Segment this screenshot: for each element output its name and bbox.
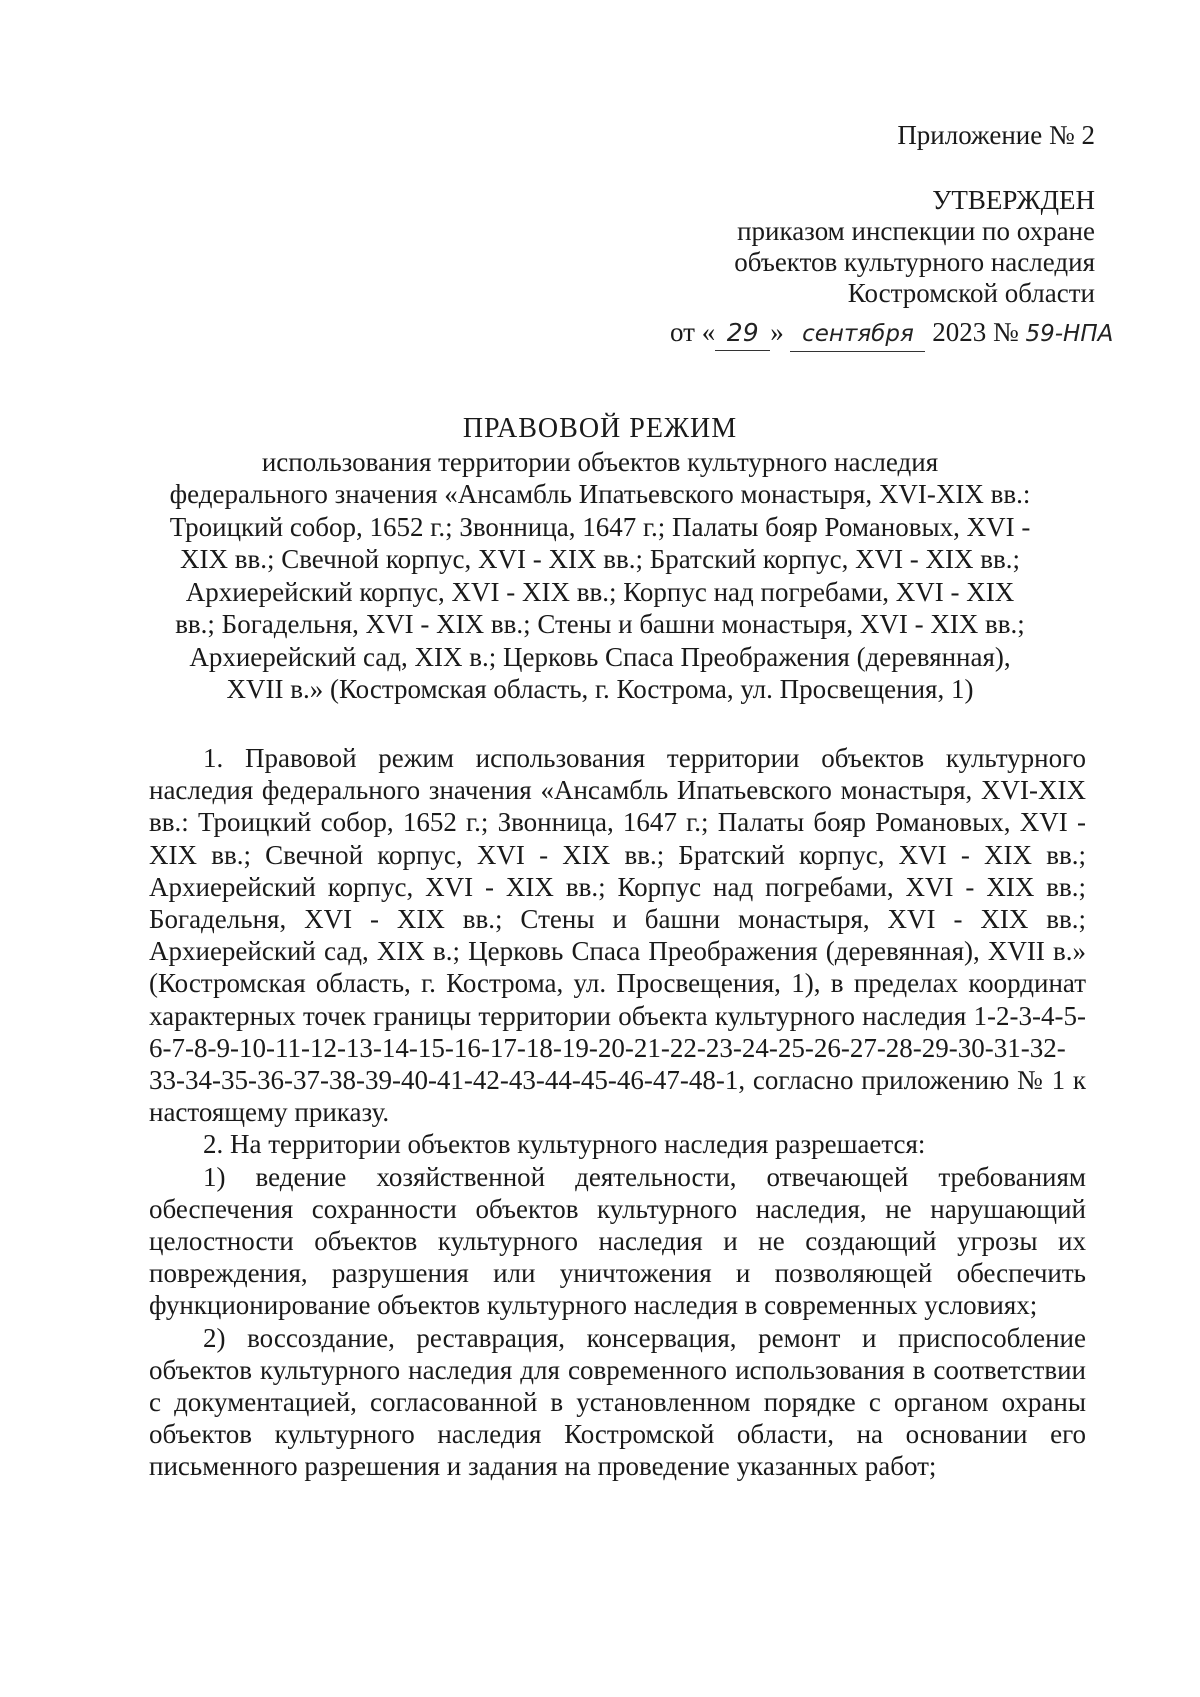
paragraph-item-1: 1) ведение хозяйственной деятельности, отвечающей требованиям обеспечения сохранности объектов культурного наследия, не нарушающий целостности объектов культурного наследия и не создающий угрозы их повреждения, разрушения или уничтожения и позволяющей обеспечить функционирование объектов культурного наследия в современных условиях; (149, 1161, 1086, 1321)
paragraph-item-2: 2) воссоздание, реставрация, консервация, ремонт и приспособление объектов культурного наследия для современного использования в соответствии с документацией, согласованной в установленном порядке с органом охраны объектов культурного наследия Костромской области, на основании его письменного разрешения и задания на проведение указанных работ; (149, 1322, 1086, 1482)
date-prefix: от « (670, 317, 716, 347)
title-line: Архиерейский корпус, XVI - XIX вв.; Корпус над погребами, XVI - XIX (185, 576, 1015, 607)
order-number-handwritten: 59-НПА (1025, 321, 1114, 347)
title-line: федерального значения «Ансамбль Ипатьевского монастыря, XVI-XIX вв.: (169, 479, 1031, 509)
title-line: XVII в.» (Костромская область, г. Кострома, ул. Просвещения, 1) (226, 674, 974, 704)
appendix-label (897, 120, 1095, 151)
approved-heading: УТВЕРЖДЕН (932, 185, 1095, 215)
document-title-block (120, 413, 1080, 706)
date-month-handwritten: сентября (790, 317, 925, 352)
document-title: ПРАВОВОЙ РЕЖИМ (462, 413, 738, 444)
date-day-handwritten: 29 (715, 316, 770, 351)
title-line: Архиерейский сад, XIX в.; Церковь Спаса Преображения (деревянная), (189, 641, 1011, 672)
date-year: 2023 № (932, 317, 1019, 347)
order-date-line (670, 315, 1120, 352)
approved-by-line-1: приказом инспекции по охране (737, 216, 1095, 246)
approved-by-line-3: Костромской области (847, 278, 1095, 308)
document-body (149, 742, 1086, 1483)
paragraph-1-legal-regime: 1. Правовой режим использования территории объектов культурного наследия федерального значения «Ансамбль Ипатьевского монастыря, XVI-XIX вв.: Троицкий собор, 1652 г.; Звонница, 1647 г.; Палаты бояр Романовых, XVI - XIX вв.; Свечной корпус, XVI - XIX вв.; Братский корпус, XVI - XIX вв.; Архиерейский корпус, XVI - XIX вв.; Корпус над погребами, XVI - XIX вв.; Богадельня, XVI - XIX вв.; Стены и башни монастыря, XVI - XIX вв.; Архиерейский сад, XIX в.; Церковь Спаса Преображения (деревянная), XVII в.» (Костромская область, г. Кострома, ул. Просвещения, 1), в пределах координат характерных точек границы территории объекта культурного наследия 1-2-3-4-5-6-7-8-9-10-11-12-13-14-15-16-17-18-19-20-21-22-23-24-25-26-27-28-29-30-31-32-33-34-35-36-37-38-39-40-41-42-43-44-45-46-47-48-1, согласно приложению № 1 к настоящему приказу. (149, 743, 1086, 1128)
paragraph-2-permitted: 2. На территории объектов культурного наследия разрешается: (203, 1129, 926, 1160)
title-line: использования территории объектов культурного наследия (261, 446, 939, 477)
title-line: вв.; Богадельня, XVI - XIX вв.; Стены и башни монастыря, XVI - XIX вв.; (175, 609, 1025, 639)
approval-block (734, 185, 1095, 309)
date-mid: » (770, 317, 784, 347)
title-line: XIX вв.; Свечной корпус, XVI - XIX вв.; Братский корпус, XVI - XIX вв.; (179, 544, 1021, 574)
approved-by-line-2: объектов культурного наследия (734, 247, 1095, 277)
title-line: Троицкий собор, 1652 г.; Звонница, 1647 г.; Палаты бояр Романовых, XVI - (169, 511, 1031, 542)
appendix-number: Приложение № 2 (897, 120, 1095, 150)
